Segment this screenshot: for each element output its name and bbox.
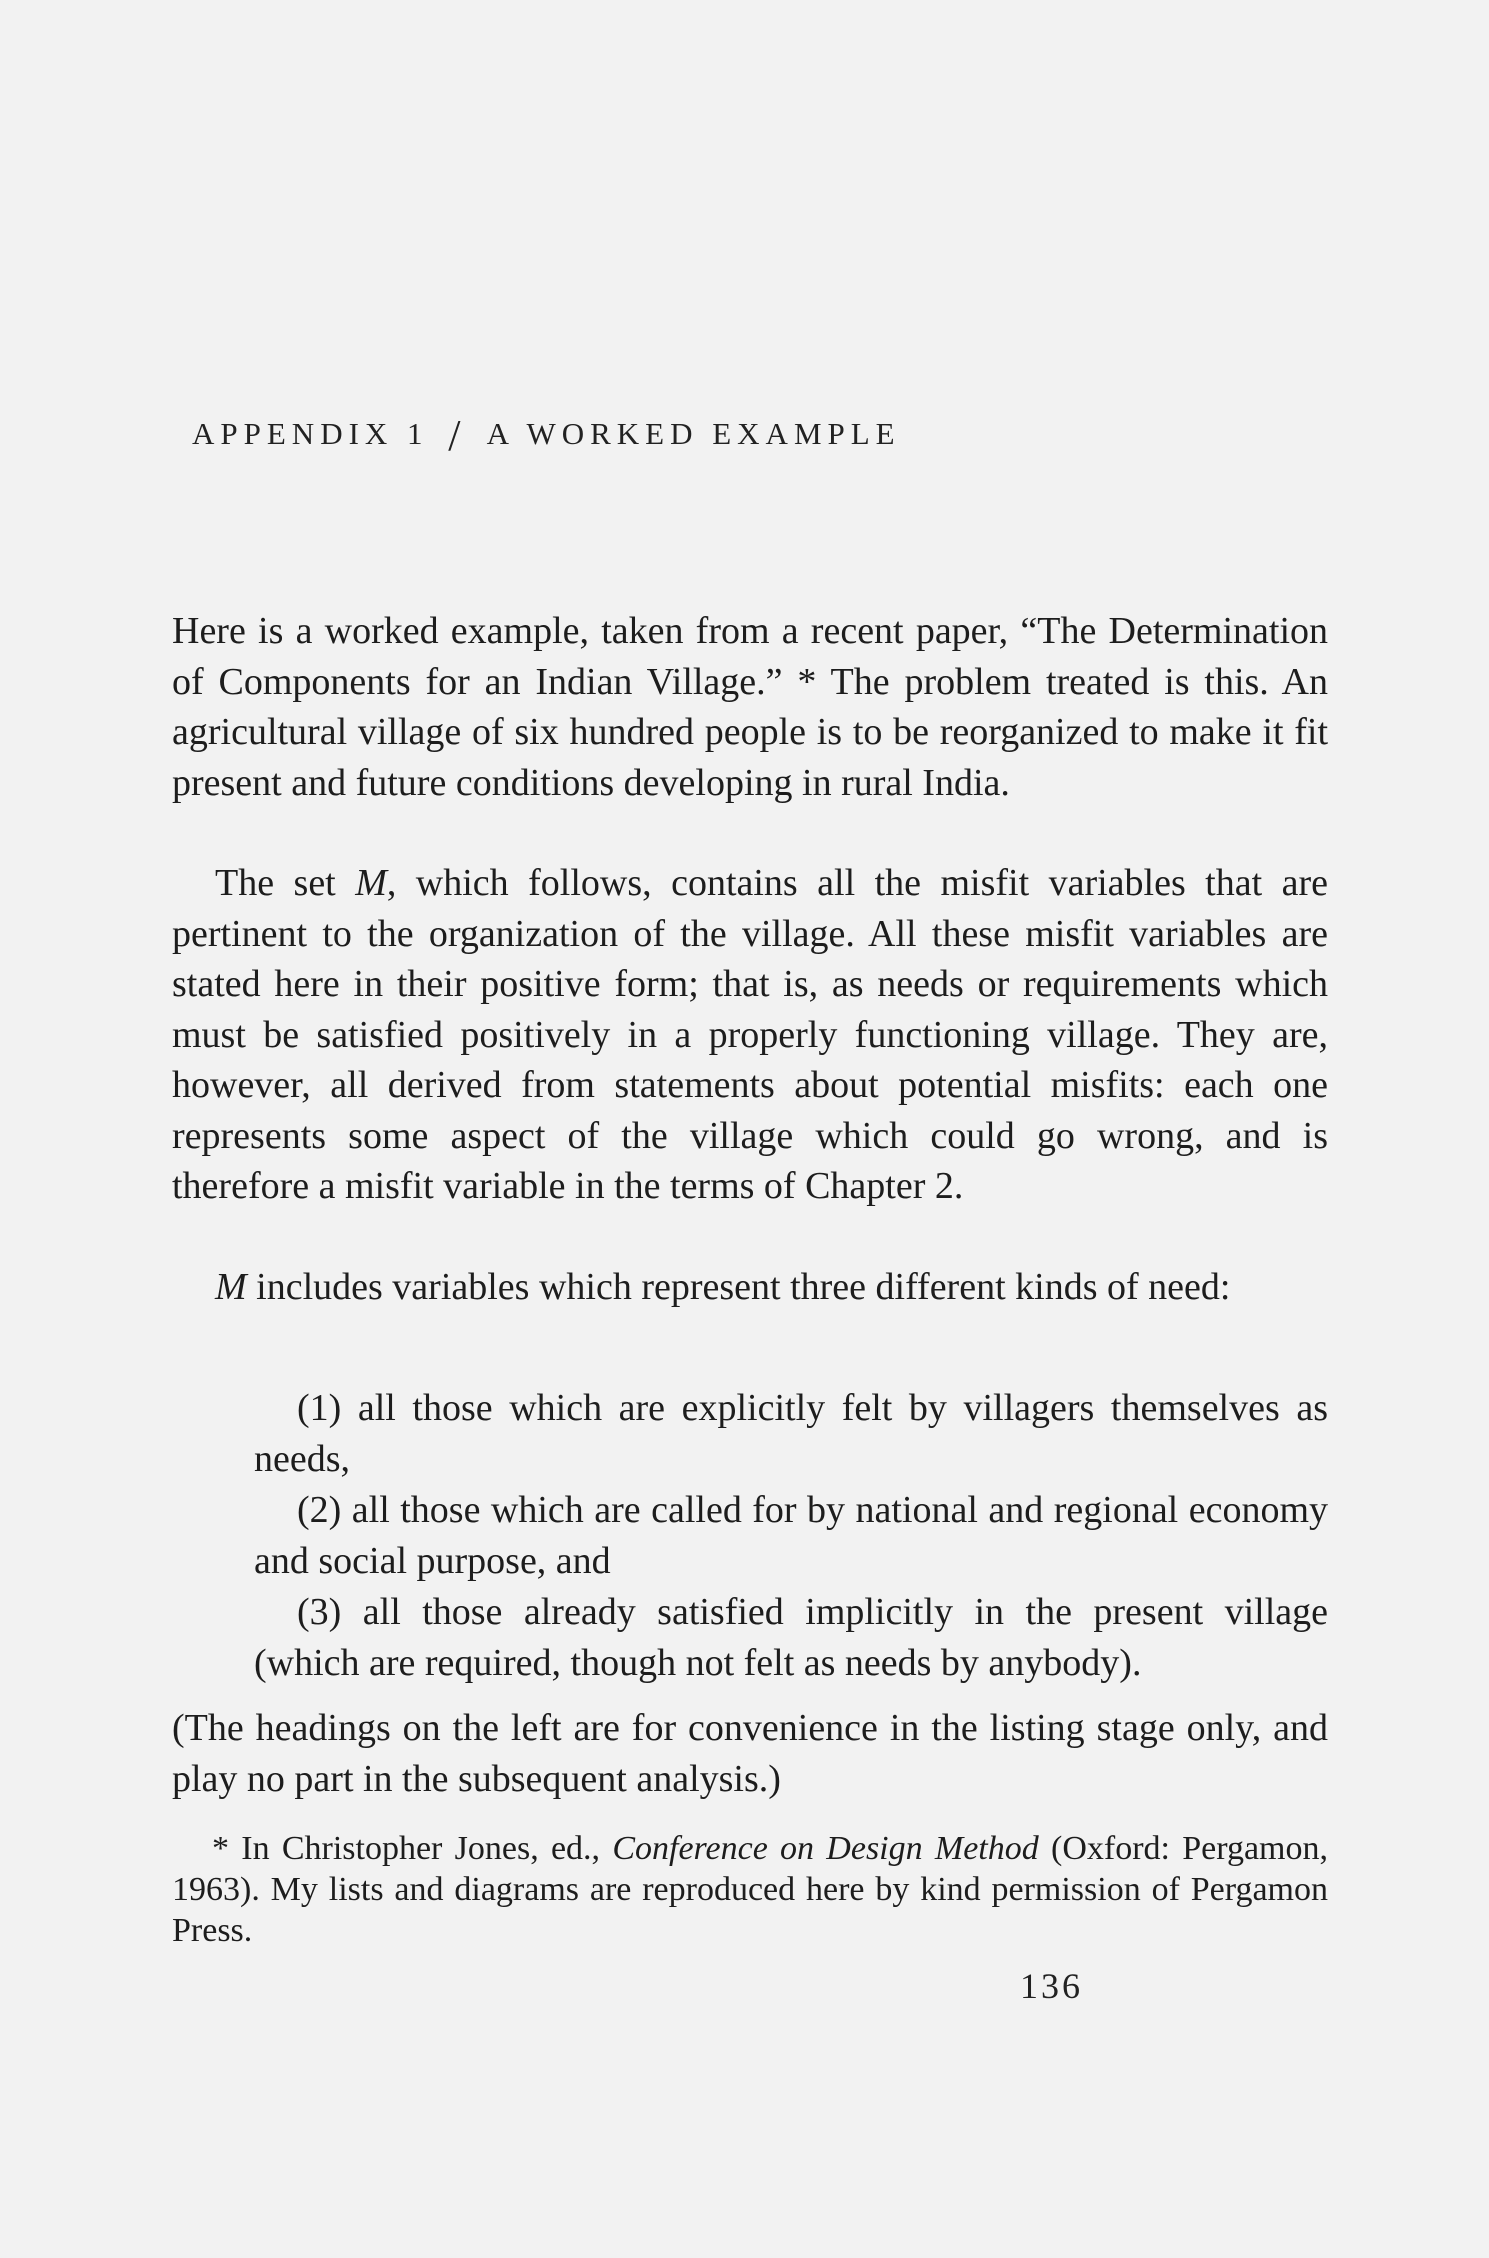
variable-m: M <box>355 862 387 904</box>
footnote <box>172 1828 1328 1951</box>
needs-list-item: (1) all those which are explicitly felt by villagers themselves as needs, <box>254 1387 1328 1480</box>
heading-separator: / <box>448 411 461 460</box>
paragraph-kinds-of-need-text <box>172 1262 1328 1313</box>
footnote-book-title: Conference on Design Method <box>612 1830 1039 1867</box>
paragraph-set-m-text <box>172 858 1328 1212</box>
paragraph-intro-text: Here is a worked example, taken from a recent paper, “The Determination of Components for an Indian Village.” * The problem treated is this. An agricultural village of six hundred people is to be reorganized to make it fit present and future conditions developing in rural India. <box>172 610 1328 804</box>
footnote-rest: (Oxford: Pergamon, 1963). My lists and diagrams are reproduced here by kind permission of Pergamon Press. <box>172 1830 1329 1949</box>
appendix-label: APPENDIX 1 <box>192 416 429 451</box>
paragraph-set-m <box>172 858 1328 1212</box>
paragraph-note-text: (The headings on the left are for convenience in the listing stage only, and play no part in the subsequent analysis.) <box>172 1707 1328 1800</box>
paragraph-kinds-rest: includes variables which represent three different kinds of need: <box>246 1266 1231 1308</box>
appendix-title: A WORKED EXAMPLE <box>486 416 901 451</box>
needs-list-item: (2) all those which are called for by national and regional economy and social purpose, and <box>254 1489 1328 1582</box>
variable-m-2: M <box>215 1266 247 1308</box>
footnote-lead: * In Christopher Jones, ed., <box>212 1830 613 1867</box>
paragraph-intro <box>172 606 1328 808</box>
paragraph-set-m-lead: The set <box>215 862 356 904</box>
needs-list <box>254 1383 1328 1688</box>
page-number: 136 <box>1020 1966 1083 2006</box>
paragraph-note <box>172 1703 1328 1804</box>
paragraph-kinds-of-need <box>172 1262 1328 1313</box>
footnote-text <box>172 1828 1328 1951</box>
chapter-heading <box>192 410 901 461</box>
needs-list-item: (3) all those already satisfied implicitly in the present village (which are required, though not felt as needs by anybody). <box>254 1591 1328 1684</box>
paragraph-set-m-rest: , which follows, contains all the misfit variables that are pertinent to the organization of the village. All these misfit variables are stated here in their positive form; that is, as needs or requirements which must be satisfied positively in a properly functioning village. They are, however, all derived from statements about potential misfits: each one represents some aspect of the village which could go wrong, and is therefore a misfit variable in the terms of Chapter 2. <box>172 862 1329 1207</box>
